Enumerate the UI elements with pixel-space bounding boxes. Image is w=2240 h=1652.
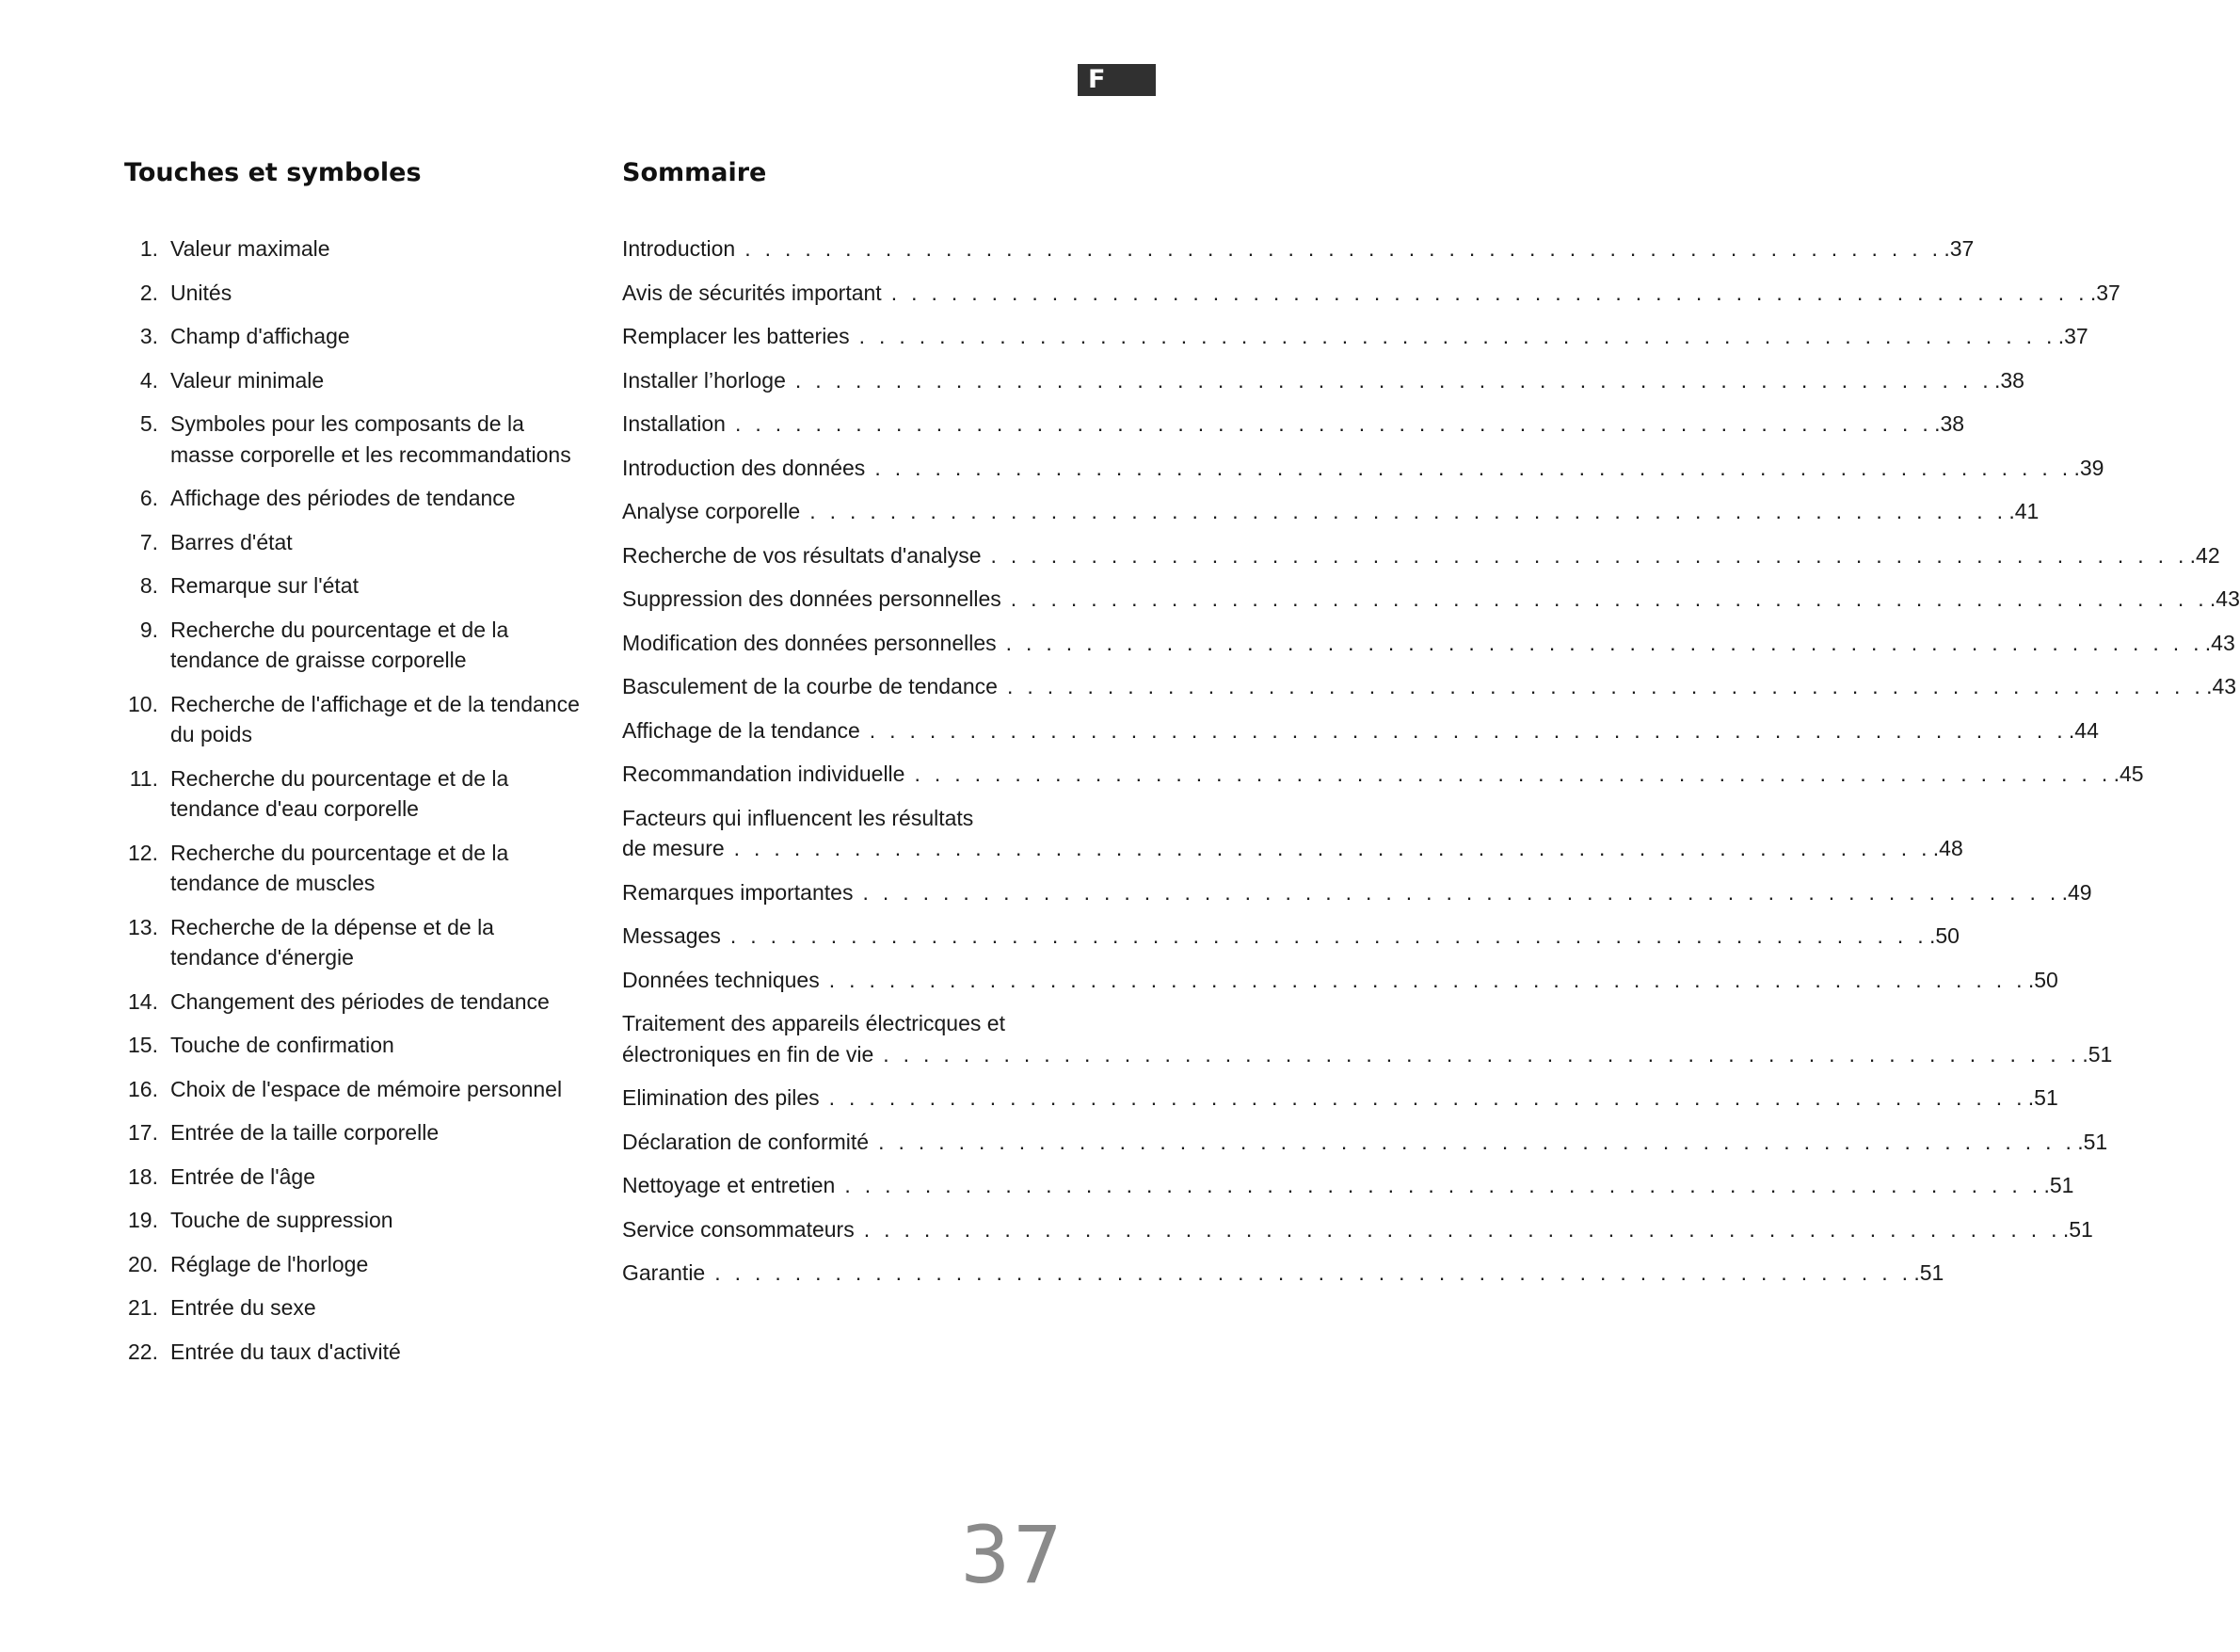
toc-dot-leader: . . . . . . . . . . . . . . . . . . . . . . . . . . . . . . . . . . . . . . . . . . . . . . . . . . . . . . . . . . . . [1010, 586, 2208, 611]
toc-entry-label: Messages [622, 923, 721, 948]
legend-item-text: Choix de l'espace de mémoire personnel [170, 1076, 563, 1101]
legend-item-number: 3. [139, 324, 158, 348]
toc-entry [622, 965, 2058, 996]
toc-dot-leader: . . . . . . . . . . . . . . . . . . . . . . . . . . . . . . . . . . . . . . . . . . . . . . . . . . . . . . . . . . . . [844, 1173, 2042, 1197]
toc-entry-page: .48 [1932, 836, 1963, 860]
legend-list [124, 233, 585, 1367]
legend-item [124, 365, 585, 396]
toc-entry [622, 1008, 2113, 1069]
toc-entry-label: Introduction des données [622, 455, 866, 480]
toc-entry-page: .51 [2077, 1129, 2108, 1154]
legend-item-text: Barres d'état [170, 529, 293, 554]
legend-item [124, 1074, 585, 1105]
toc-entry-page: .38 [1934, 411, 1965, 436]
toc-entry-label: électroniques en fin de vie [622, 1041, 874, 1067]
toc-dot-leader: . . . . . . . . . . . . . . . . . . . . . . . . . . . . . . . . . . . . . . . . . . . . . . . . . . . . . . . . . . . . [862, 879, 2060, 905]
toc-entry-page: .43 [2204, 630, 2235, 655]
legend-item-text: Recherche de la dépense et de la tendance d'énergie [170, 914, 494, 970]
legend-item-text: Touche de confirmation [170, 1033, 394, 1057]
toc-entry-page: .41 [2008, 499, 2040, 523]
toc-entry-page: .51 [1913, 1260, 1944, 1285]
toc-entry-label: Analyse corporelle [622, 499, 801, 523]
toc-entry-label: Introduction [622, 236, 736, 261]
toc-entry-page: .51 [2062, 1216, 2093, 1242]
legend-item-number: 21. [128, 1295, 158, 1320]
toc-title: Sommaire [622, 158, 767, 187]
toc-entry-label: Suppression des données personnelles [622, 586, 1001, 611]
legend-item-text: Valeur maximale [170, 236, 330, 261]
legend-item-number: 16. [128, 1076, 158, 1101]
legend-item-number: 19. [128, 1208, 158, 1232]
toc-entry [622, 1127, 2108, 1158]
legend-item [124, 278, 585, 309]
toc-entry-page: .51 [2043, 1173, 2074, 1197]
legend-item-text: Touche de suppression [170, 1208, 393, 1232]
legend-item [124, 233, 585, 265]
toc-entry-page: .49 [2061, 879, 2092, 905]
toc-entry-label: Recherche de vos résultats d'analyse [622, 542, 982, 568]
toc-list [622, 233, 2240, 1289]
toc-dot-leader: . . . . . . . . . . . . . . . . . . . . . . . . . . . . . . . . . . . . . . . . . . . . . . . . . . . . . . . . . . . . [878, 1129, 2076, 1154]
toc-entry-page: .50 [1928, 923, 1960, 948]
legend-title: Touches et symboles [124, 158, 422, 187]
legend-item-text: Recherche de l'affichage et de la tendance du poids [170, 691, 580, 746]
toc-entry-page: .37 [2089, 280, 2120, 305]
toc-dot-leader: . . . . . . . . . . . . . . . . . . . . . . . . . . . . . . . . . . . . . . . . . . . . . . . . . . . . . . . . . . . . [828, 1085, 2026, 1110]
legend-item-number: 12. [128, 840, 158, 865]
toc-entry-label: Remarques importantes [622, 879, 854, 905]
legend-item-text: Recherche du pourcentage et de la tendance de graisse corporelle [170, 617, 509, 672]
toc-entry [622, 759, 2144, 790]
toc-entry-page: .37 [1944, 236, 1975, 261]
legend-item-text: Réglage de l'horloge [170, 1251, 369, 1276]
legend-item-number: 6. [139, 486, 158, 510]
legend-item [124, 615, 585, 676]
legend-item-text: Champ d'affichage [170, 324, 350, 348]
toc-dot-leader: . . . . . . . . . . . . . . . . . . . . . . . . . . . . . . . . . . . . . . . . . . . . . . . . . . . . . . . . . . . . [828, 967, 2026, 992]
toc-dot-leader: . . . . . . . . . . . . . . . . . . . . . . . . . . . . . . . . . . . . . . . . . . . . . . . . . . . . . . . . . . . . [874, 455, 2072, 480]
language-tab: F [1078, 64, 1156, 96]
toc-entry-label: Installer l’horloge [622, 367, 786, 393]
legend-item [124, 409, 585, 470]
toc-entry [622, 365, 2024, 396]
toc-entry-page: .44 [2068, 717, 2099, 743]
legend-item [124, 483, 585, 514]
toc-entry-label: Installation [622, 411, 726, 436]
legend-item-number: 22. [128, 1339, 158, 1364]
toc-entry-label: Données techniques [622, 967, 820, 992]
legend-item-text: Entrée de la taille corporelle [170, 1120, 440, 1145]
legend-item-number: 5. [139, 411, 158, 436]
legend-item-number: 17. [128, 1120, 158, 1145]
legend-item [124, 1030, 585, 1061]
toc-entry-page: .38 [1994, 367, 2024, 393]
toc-dot-leader: . . . . . . . . . . . . . . . . . . . . . . . . . . . . . . . . . . . . . . . . . . . . . . . . . . . . . . . . . . . . [734, 411, 1933, 436]
toc-dot-leader: . . . . . . . . . . . . . . . . . . . . . . . . . . . . . . . . . . . . . . . . . . . . . . . . . . . . . . . . . . . . [869, 717, 2067, 743]
toc-entry [622, 921, 1960, 952]
legend-item-number: 20. [128, 1251, 158, 1276]
legend-item-number: 14. [128, 988, 158, 1014]
toc-entry [622, 1258, 1944, 1289]
legend-item-text: Unités [170, 280, 232, 305]
toc-dot-leader: . . . . . . . . . . . . . . . . . . . . . . . . . . . . . . . . . . . . . . . . . . . . . . . . . . . . . . . . . . . . [744, 236, 1943, 261]
toc-entry [622, 278, 2120, 309]
toc-dot-leader: . . . . . . . . . . . . . . . . . . . . . . . . . . . . . . . . . . . . . . . . . . . . . . . . . . . . . . . . . . . . [809, 499, 2008, 523]
legend-item-text: Recherche du pourcentage et de la tendance d'eau corporelle [170, 765, 509, 821]
toc-dot-leader: . . . . . . . . . . . . . . . . . . . . . . . . . . . . . . . . . . . . . . . . . . . . . . . . . . . . . . . . . . . . [794, 367, 1992, 393]
legend-item-number: 10. [128, 691, 158, 716]
toc-entry-label: de mesure [622, 836, 725, 860]
toc-entry-label: Modification des données personnelles [622, 630, 997, 655]
toc-entry-label: Elimination des piles [622, 1085, 820, 1110]
toc-entry [622, 496, 2040, 527]
toc-dot-leader: . . . . . . . . . . . . . . . . . . . . . . . . . . . . . . . . . . . . . . . . . . . . . . . . . . . . . . . . . . . . [858, 324, 2056, 348]
toc-entry-label: Recommandation individuelle [622, 762, 905, 786]
legend-item [124, 1292, 585, 1323]
toc-entry [622, 715, 2099, 746]
toc-entry [622, 233, 1975, 265]
toc-entry-label-first-line: Facteurs qui influencent les résultats [622, 805, 974, 830]
legend-item [124, 1162, 585, 1193]
toc-entry [622, 321, 2088, 352]
toc-entry-page: .51 [2082, 1041, 2113, 1067]
legend-item-text: Entrée de l'âge [170, 1163, 316, 1189]
legend-item [124, 1205, 585, 1236]
toc-entry [622, 803, 1963, 864]
legend-item [124, 1249, 585, 1280]
toc-entry-label: Remplacer les batteries [622, 324, 850, 348]
legend-item-text: Entrée du sexe [170, 1295, 316, 1320]
legend-item [124, 570, 585, 601]
toc-entry [622, 540, 2220, 571]
legend-item-text: Changement des périodes de tendance [170, 988, 550, 1014]
page-number: 37 [960, 1509, 1064, 1601]
legend-item-number: 9. [139, 617, 158, 642]
toc-entry-label: Basculement de la courbe de tendance [622, 674, 998, 698]
legend-item [124, 763, 585, 825]
toc-entry [622, 877, 2092, 908]
legend-item-number: 8. [139, 573, 158, 598]
toc-entry [622, 584, 2240, 615]
toc-entry-page: .43 [2209, 586, 2240, 611]
toc-entry [622, 409, 1965, 440]
toc-dot-leader: . . . . . . . . . . . . . . . . . . . . . . . . . . . . . . . . . . . . . . . . . . . . . . . . . . . . . . . . . . . . [714, 1260, 1912, 1285]
toc-entry [622, 1083, 2058, 1114]
legend-item-text: Valeur minimale [170, 367, 325, 393]
legend-item-number: 15. [128, 1033, 158, 1057]
legend-item-number: 1. [139, 236, 158, 261]
toc-entry-label: Garantie [622, 1260, 706, 1285]
toc-entry-label: Déclaration de conformité [622, 1129, 870, 1154]
toc-entry [622, 671, 2237, 702]
legend-item-number: 13. [128, 914, 158, 939]
legend-item-text: Affichage des périodes de tendance [170, 486, 516, 510]
legend-item-text: Symboles pour les composants de la masse corporelle et les recommandations [170, 411, 571, 467]
legend-item-text: Remarque sur l'état [170, 573, 359, 598]
toc-entry [622, 453, 2104, 484]
legend-item-number: 11. [129, 765, 158, 791]
toc-entry-page: .39 [2073, 455, 2104, 480]
legend-section [124, 154, 585, 1380]
toc-entry-label: Service consommateurs [622, 1216, 855, 1242]
toc-entry-label: Nettoyage et entretien [622, 1173, 836, 1197]
toc-dot-leader: . . . . . . . . . . . . . . . . . . . . . . . . . . . . . . . . . . . . . . . . . . . . . . . . . . . . . . . . . . . . [1005, 630, 2203, 655]
toc-entry [622, 628, 2235, 659]
toc-dot-leader: . . . . . . . . . . . . . . . . . . . . . . . . . . . . . . . . . . . . . . . . . . . . . . . . . . . . . . . . . . . . [729, 923, 1928, 948]
toc-entry-page: .51 [2027, 1085, 2058, 1110]
toc-entry-page: .45 [2113, 762, 2144, 786]
legend-item [124, 986, 585, 1018]
toc-dot-leader: . . . . . . . . . . . . . . . . . . . . . . . . . . . . . . . . . . . . . . . . . . . . . . . . . . . . . . . . . . . . [914, 762, 2112, 786]
toc-section [622, 154, 2240, 1302]
legend-item [124, 527, 585, 558]
legend-item [124, 1337, 585, 1368]
legend-item [124, 689, 585, 750]
legend-item [124, 912, 585, 973]
toc-entry-page: .37 [2057, 324, 2088, 348]
legend-item [124, 1117, 585, 1148]
legend-item-text: Recherche du pourcentage et de la tendance de muscles [170, 840, 509, 895]
legend-item-number: 18. [128, 1163, 158, 1189]
toc-entry-label: Affichage de la tendance [622, 717, 860, 743]
toc-dot-leader: . . . . . . . . . . . . . . . . . . . . . . . . . . . . . . . . . . . . . . . . . . . . . . . . . . . . . . . . . . . . [890, 280, 2088, 305]
toc-entry-page: .42 [2189, 542, 2220, 568]
toc-dot-leader: . . . . . . . . . . . . . . . . . . . . . . . . . . . . . . . . . . . . . . . . . . . . . . . . . . . . . . . . . . . . [1006, 674, 2205, 698]
legend-item-number: 7. [139, 529, 158, 554]
toc-dot-leader: . . . . . . . . . . . . . . . . . . . . . . . . . . . . . . . . . . . . . . . . . . . . . . . . . . . . . . . . . . . . [990, 542, 2188, 568]
toc-entry-page: .43 [2206, 674, 2237, 698]
toc-entry-label-first-line: Traitement des appareils électricques et [622, 1011, 1005, 1035]
toc-entry [622, 1170, 2074, 1201]
toc-dot-leader: . . . . . . . . . . . . . . . . . . . . . . . . . . . . . . . . . . . . . . . . . . . . . . . . . . . . . . . . . . . . [863, 1216, 2061, 1242]
legend-item [124, 838, 585, 899]
toc-entry-label: Avis de sécurités important [622, 280, 882, 305]
toc-dot-leader: . . . . . . . . . . . . . . . . . . . . . . . . . . . . . . . . . . . . . . . . . . . . . . . . . . . . . . . . . . . . [733, 836, 1931, 860]
toc-entry-page: .50 [2027, 967, 2058, 992]
legend-item-text: Entrée du taux d'activité [170, 1339, 401, 1364]
legend-item [124, 321, 585, 352]
toc-entry [622, 1214, 2093, 1245]
legend-item-number: 4. [139, 367, 158, 393]
legend-item-number: 2. [139, 280, 158, 305]
toc-dot-leader: . . . . . . . . . . . . . . . . . . . . . . . . . . . . . . . . . . . . . . . . . . . . . . . . . . . . . . . . . . . . [883, 1041, 2081, 1067]
